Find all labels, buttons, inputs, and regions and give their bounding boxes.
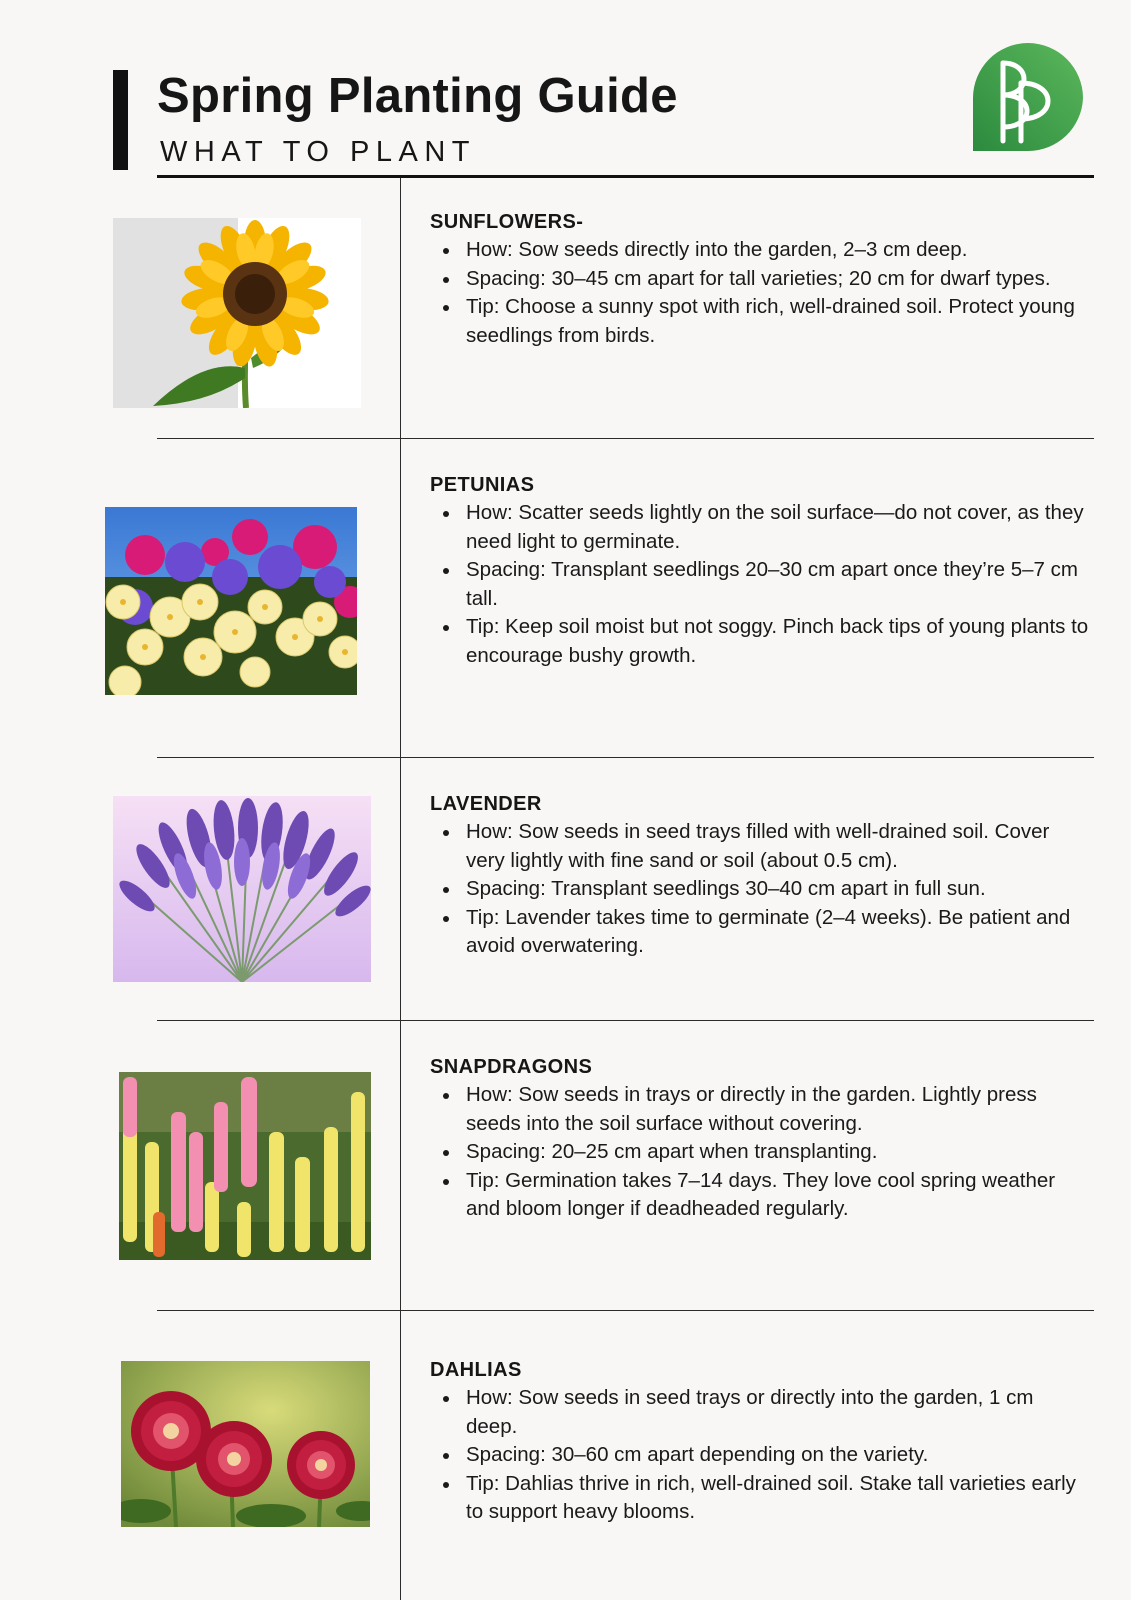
dahlias-photo [121, 1361, 370, 1527]
lavender-section [430, 790, 1090, 961]
list-item: Tip: Germination takes 7–14 days. They love cool spring weather and bloom longer if deadheaded regularly. [430, 1167, 1090, 1224]
row-divider-4 [157, 1310, 1094, 1311]
row-divider-3 [157, 1020, 1094, 1021]
page-subtitle: WHAT TO PLANT [160, 136, 477, 168]
header-divider [157, 175, 1094, 178]
list-item: Tip: Keep soil moist but not soggy. Pinch back tips of young plants to encourage bushy growth. [430, 613, 1090, 670]
list-item: How: Sow seeds in trays or directly in the garden. Lightly press seeds into the soil surface without covering. [430, 1081, 1090, 1138]
list-item: Tip: Lavender takes time to germinate (2–4 weeks). Be patient and avoid overwatering. [430, 904, 1090, 961]
petunias-photo [105, 507, 357, 695]
list-item: How: Scatter seeds lightly on the soil surface—do not cover, as they need light to germinate. [430, 499, 1090, 556]
row-divider-2 [157, 757, 1094, 758]
list-item: Spacing: 20–25 cm apart when transplanting. [430, 1138, 1090, 1167]
page-title: Spring Planting Guide [157, 69, 678, 123]
list-item: How: Sow seeds directly into the garden, 2–3 cm deep. [430, 236, 1090, 265]
list-item: Spacing: Transplant seedlings 30–40 cm apart in full sun. [430, 875, 1090, 904]
bp-leaf-logo-icon [973, 43, 1083, 153]
snapdragons-section [430, 1053, 1090, 1224]
sunflower-photo [113, 218, 361, 408]
list-item: Spacing: 30–45 cm apart for tall varieties; 20 cm for dwarf types. [430, 265, 1090, 294]
list-item: How: Sow seeds in seed trays or directly into the garden, 1 cm deep. [430, 1384, 1090, 1441]
lavender-photo [113, 796, 371, 982]
snapdragons-photo [119, 1072, 371, 1260]
bullet-list [430, 1384, 1090, 1527]
section-title: SUNFLOWERS- [430, 211, 584, 233]
section-title: SNAPDRAGONS [430, 1056, 593, 1078]
dahlias-section [430, 1356, 1090, 1527]
title-accent-bar [113, 70, 128, 170]
section-title: LAVENDER [430, 793, 542, 815]
list-item: How: Sow seeds in seed trays filled with well-drained soil. Cover very lightly with fine sand or soil (about 0.5 cm). [430, 818, 1090, 875]
bullet-list [430, 236, 1090, 350]
bullet-list [430, 499, 1090, 670]
bullet-list [430, 818, 1090, 961]
list-item: Tip: Dahlias thrive in rich, well-drained soil. Stake tall varieties early to support heavy blooms. [430, 1470, 1090, 1527]
petunias-section [430, 471, 1090, 670]
bullet-list [430, 1081, 1090, 1224]
section-title: DAHLIAS [430, 1359, 522, 1381]
list-item: Tip: Choose a sunny spot with rich, well-drained soil. Protect young seedlings from birds. [430, 293, 1090, 350]
column-divider [400, 178, 401, 1600]
row-divider-1 [157, 438, 1094, 439]
section-title: PETUNIAS [430, 474, 535, 496]
list-item: Spacing: 30–60 cm apart depending on the variety. [430, 1441, 1090, 1470]
list-item: Spacing: Transplant seedlings 20–30 cm apart once they’re 5–7 cm tall. [430, 556, 1090, 613]
sunflowers-section [430, 208, 1090, 350]
